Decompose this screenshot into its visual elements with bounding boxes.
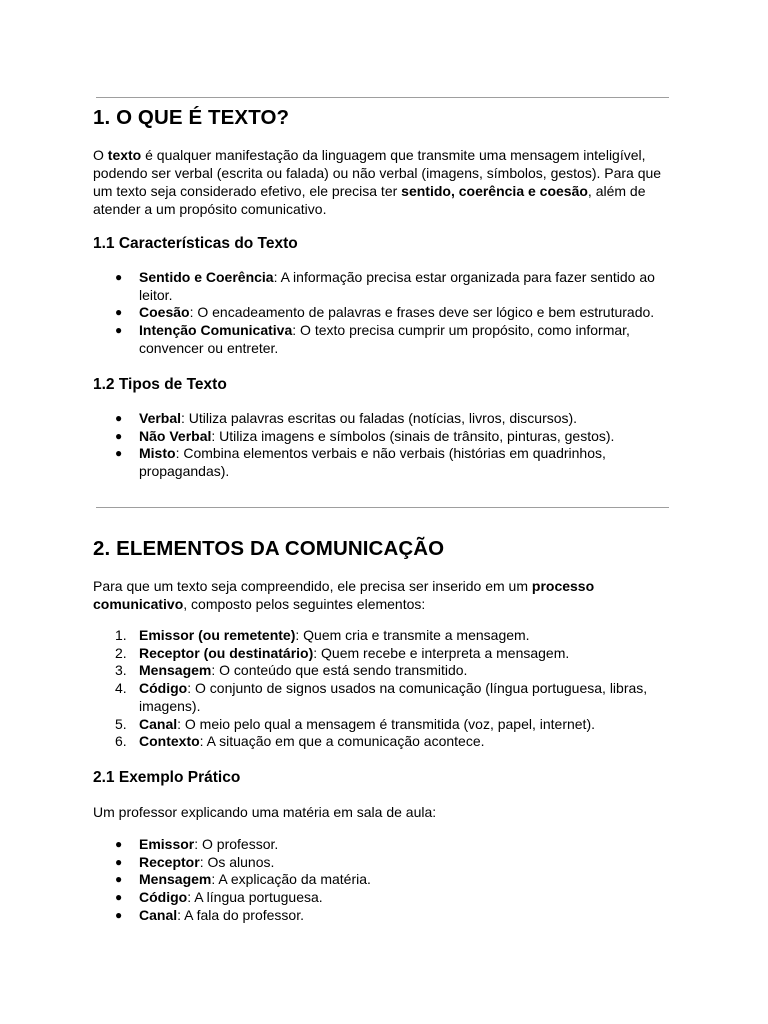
example-list <box>93 836 673 925</box>
list-item: ● Mensagem: A explicação da matéria. <box>115 871 371 888</box>
list-item: ● Coesão: O encadeamento de palavras e frases deve ser lógico e bem estruturado. <box>115 304 655 321</box>
list-item: 3. Mensagem: O conteúdo que está sendo transmitido. <box>115 662 468 679</box>
list-item: ● Receptor: Os alunos. <box>115 853 275 870</box>
list-item: 2. Receptor (ou destinatário): Quem recebe e interpreta a mensagem. <box>115 644 570 661</box>
list-item: 4. Código: O conjunto de signos usados na comunicação (língua portuguesa, libras, imagens). <box>115 680 648 714</box>
subsection-1-1-title: 1.1 Características do Texto <box>93 235 298 252</box>
list-item: 6. Contexto: A situação em que a comunicação acontece. <box>115 733 485 750</box>
list-item: ● Código: A língua portuguesa. <box>115 889 323 906</box>
divider-middle <box>96 507 669 508</box>
bullet-icon: ● <box>115 305 123 320</box>
section2-intro: Para que um texto seja compreendido, ele precisa ser inserido em um processo comunicativo, composto pelos seguintes elementos: <box>93 578 595 612</box>
bullet-icon: ● <box>115 411 123 425</box>
characteristics-list <box>93 269 673 358</box>
list-item: ● Canal: A fala do professor. <box>115 906 304 923</box>
list-item: ● Emissor: O professor. <box>115 836 279 852</box>
section1-intro: O texto é qualquer manifestação da linguagem que transmite uma mensagem inteligível, podendo ser verbal (escrita ou falada) ou não verbal (imagens, símbolos, gestos). Para que um texto seja considerado efetivo, ele precisa ter sentido, coerência e coesão, além de atender a um propósito comunicativo. <box>93 147 662 217</box>
list-item: ● Não Verbal: Utiliza imagens e símbolos (sinais de trânsito, pinturas, gestos). <box>115 427 615 444</box>
bullet-icon: ● <box>115 854 123 869</box>
divider-top <box>96 97 669 98</box>
example-intro: Um professor explicando uma matéria em sala de aula: <box>93 804 437 820</box>
list-item: ● Misto: Combina elementos verbais e não verbais (histórias em quadrinhos, propagandas). <box>115 445 606 480</box>
bullet-icon: ● <box>115 907 123 922</box>
bullet-icon: ● <box>115 270 123 284</box>
list-item: ● Verbal: Utiliza palavras escritas ou faladas (notícias, livros, discursos). <box>115 410 578 426</box>
list-item: 5. Canal: O meio pelo qual a mensagem é transmitida (voz, papel, internet). <box>115 715 595 732</box>
list-item: ● Intenção Comunicativa: O texto precisa cumprir um propósito, como informar, convencer ou entreter. <box>115 322 630 356</box>
section2-title: 2. ELEMENTOS DA COMUNICAÇÃO <box>93 537 445 560</box>
list-item: 1. Emissor (ou remetente): Quem cria e transmite a mensagem. <box>115 627 530 643</box>
section1-title: 1. O QUE É TEXTO? <box>93 106 290 129</box>
bullet-icon: ● <box>115 446 123 461</box>
bullet-icon: ● <box>115 837 123 851</box>
bullet-icon: ● <box>115 872 123 887</box>
bullet-icon: ● <box>115 323 123 338</box>
communication-elements-list <box>93 627 673 751</box>
list-item: ● Sentido e Coerência: A informação precisa estar organizada para fazer sentido ao leitor. <box>115 269 655 303</box>
subsection-2-1-title: 2.1 Exemplo Prático <box>93 769 241 786</box>
bullet-icon: ● <box>115 890 123 905</box>
text-types-list <box>93 410 673 481</box>
subsection-1-2-title: 1.2 Tipos de Texto <box>93 376 227 393</box>
bullet-icon: ● <box>115 428 123 443</box>
